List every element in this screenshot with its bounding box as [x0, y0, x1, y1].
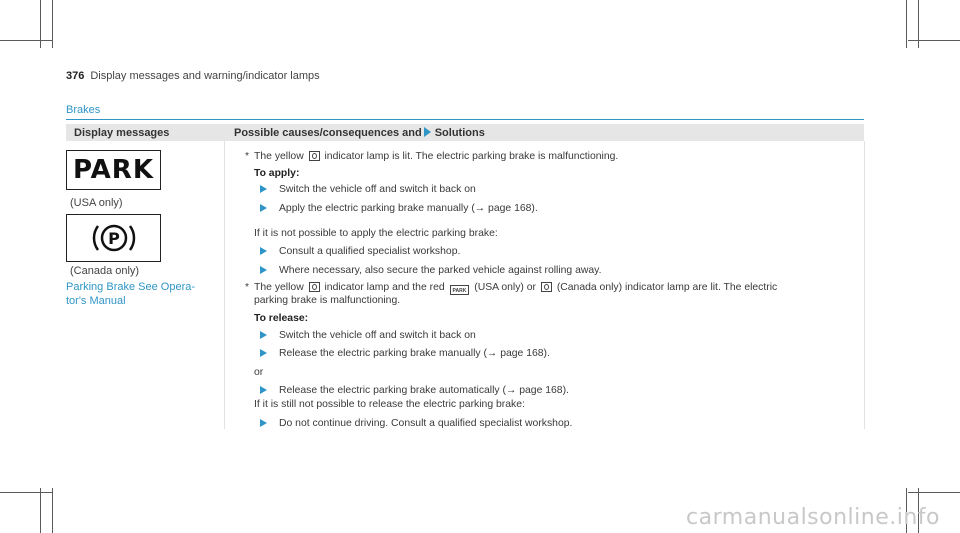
usa-only-label: (USA only): [70, 197, 123, 209]
release-step: [260, 385, 569, 396]
release-step: [260, 330, 476, 341]
apply-step: [260, 184, 476, 195]
text: indicator lamp is lit. The electric parking brake is malfunctioning.: [324, 151, 619, 162]
apply-condition: If it is not possible to apply the electric parking brake:: [254, 228, 498, 239]
release-step: [260, 348, 550, 359]
text: Switch the vehicle off and switch it back on: [279, 330, 476, 341]
text: Switch the vehicle off and switch it back on: [279, 184, 476, 195]
text: Do not continue driving. Consult a qualified specialist workshop.: [279, 418, 573, 429]
parking-brake-indicator-icon: [309, 282, 320, 292]
column-divider: [864, 141, 865, 429]
text: Where necessary, also secure the parked vehicle against rolling away.: [279, 265, 602, 276]
link-line[interactable]: Parking Brake See Opera-: [66, 281, 196, 293]
col-header-display-messages: Display messages: [74, 127, 170, 139]
step-arrow-icon: [260, 247, 267, 255]
cause-line-2-cont: parking brake is malfunctioning.: [254, 295, 401, 306]
footnote-star: *: [245, 282, 250, 293]
crop-mark: [908, 40, 960, 41]
text: indicator lamp and the red: [324, 282, 445, 293]
section-rule: [66, 119, 864, 120]
text: (Canada only) indicator lamp are lit. The electric: [556, 282, 778, 293]
footnote-star: *: [245, 151, 250, 162]
apply-step: [260, 265, 601, 276]
link-line[interactable]: tor's Manual: [66, 295, 126, 307]
section-title: Brakes: [66, 104, 101, 116]
text: (USA only) or: [474, 282, 537, 293]
table-header: [66, 124, 864, 141]
crop-mark: [906, 0, 907, 48]
page-number: 376: [66, 70, 85, 82]
arrow-right-icon: [424, 127, 431, 137]
column-divider: [224, 141, 225, 429]
text: Release the electric parking brake manually (→ page 168).: [279, 348, 550, 359]
release-heading: To release:: [254, 313, 309, 324]
crop-mark: [0, 40, 52, 41]
crop-mark: [908, 492, 960, 493]
canada-only-label: (Canada only): [70, 265, 140, 277]
col-header-solutions-text: Solutions: [434, 127, 485, 139]
step-arrow-icon: [260, 331, 267, 339]
crop-mark: [0, 492, 52, 493]
crop-mark: [40, 488, 41, 533]
crop-mark: [52, 488, 53, 533]
text: Apply the electric parking brake manually (→ page 168).: [279, 203, 538, 214]
apply-step: [260, 246, 460, 257]
step-arrow-icon: [260, 349, 267, 357]
apply-step: [260, 203, 538, 214]
step-arrow-icon: [260, 266, 267, 274]
col-header-causes: [234, 127, 485, 139]
text: The yellow: [254, 151, 304, 162]
step-arrow-icon: [260, 185, 267, 193]
cause-line-2: [245, 282, 777, 295]
cause-line-1: [245, 151, 618, 162]
parking-brake-indicator-icon: [541, 282, 552, 292]
park-indicator-icon: PARK: [450, 285, 470, 295]
release-condition: If it is still not possible to release the electric parking brake:: [254, 399, 525, 410]
text: Release the electric parking brake automatically (→ page 168).: [279, 385, 569, 396]
crop-mark: [52, 0, 53, 48]
step-arrow-icon: [260, 204, 267, 212]
text: The yellow: [254, 282, 304, 293]
parking-brake-indicator-icon: [309, 151, 320, 161]
parking-brake-icon: [66, 214, 161, 262]
operators-manual-link[interactable]: [66, 280, 216, 308]
watermark: carmanualsonline.info: [686, 505, 940, 530]
step-arrow-icon: [260, 419, 267, 427]
svg-text:P: P: [107, 229, 120, 248]
apply-heading: To apply:: [254, 168, 300, 179]
page-header-title: Display messages and warning/indicator lamps: [90, 70, 320, 82]
text: Consult a qualified specialist workshop.: [279, 246, 461, 257]
release-step: [260, 418, 572, 429]
page-header: [66, 70, 320, 82]
or-label: or: [254, 367, 264, 378]
park-warning-icon: PARK: [66, 150, 161, 190]
col-header-causes-text: Possible causes/consequences and: [234, 127, 422, 139]
step-arrow-icon: [260, 386, 267, 394]
